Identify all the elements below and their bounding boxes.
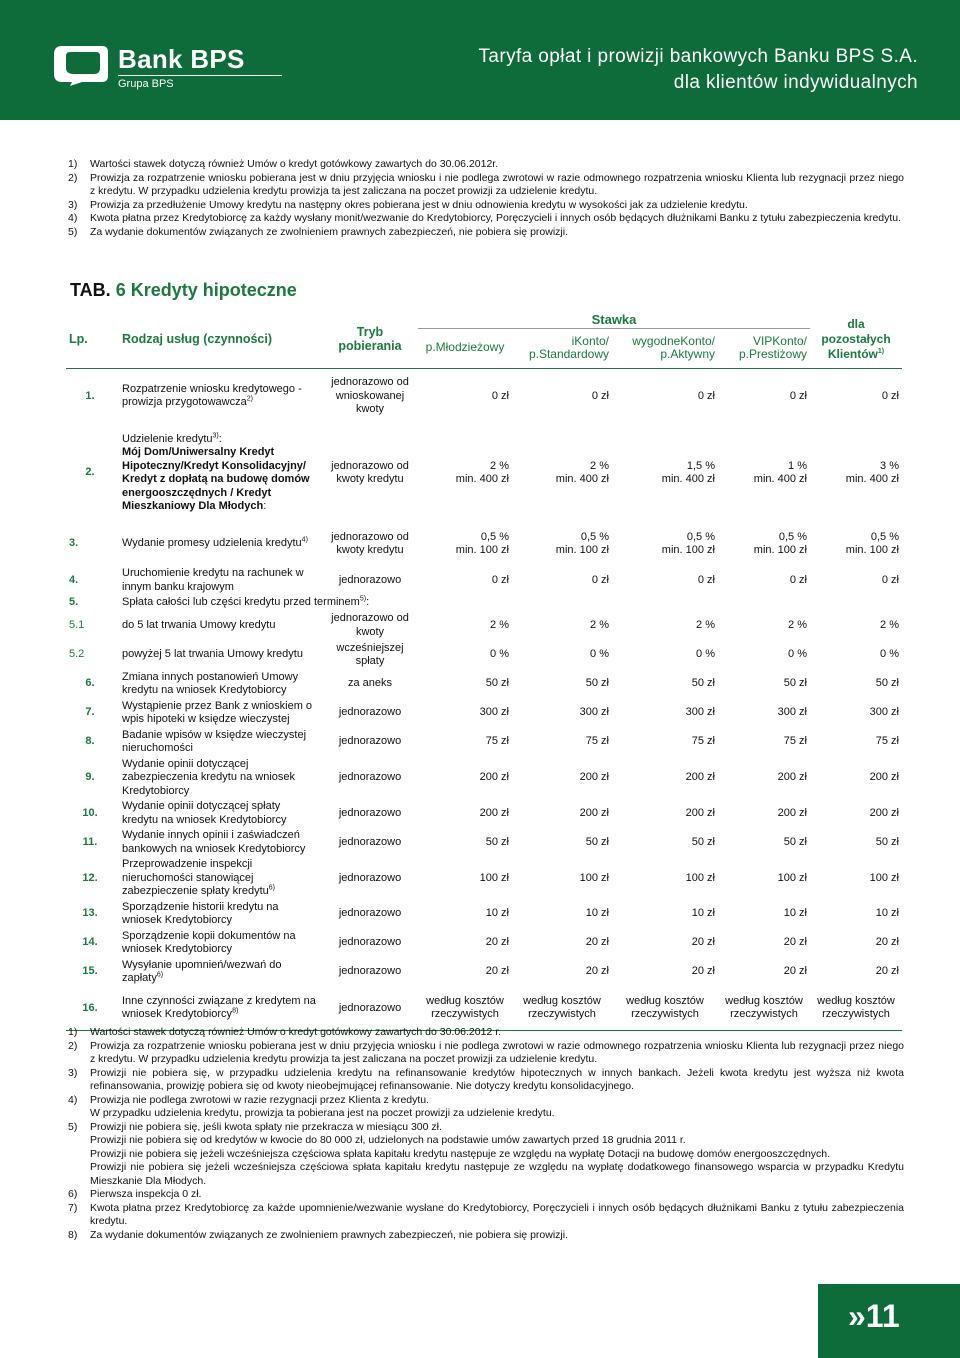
row-value: 200 zł [579, 771, 609, 783]
row-value [810, 522, 902, 566]
row-value: 20 zł [585, 936, 609, 949]
row-mode: jednorazowo od kwoty [331, 612, 409, 638]
row-value: 75 zł [875, 735, 899, 748]
row-value: 0 % [880, 648, 899, 661]
footnote-text [90, 1094, 904, 1121]
row-value: 20 zł [783, 936, 807, 949]
row-number: 13. [82, 907, 98, 920]
footnote [68, 1040, 904, 1067]
row-service [114, 987, 322, 1031]
row-value: 0 % [490, 648, 509, 661]
row-number: 11. [82, 835, 98, 848]
footnote-number: 1) [68, 1026, 78, 1038]
row-value: 0 zł [491, 389, 509, 402]
row-value-min: min. 100 zł [753, 544, 807, 556]
footnote-text: Za wydanie dokumentów związanych ze zwolnieniem prawnych zabezpieczeń, nie pobiera się prowizji. [90, 1228, 568, 1241]
row-service-sup: 2) [246, 395, 253, 403]
bank-group: Grupa BPS [118, 78, 174, 90]
table-row [66, 929, 902, 958]
header-other-clients-label: dla pozostałych Klientów [821, 317, 891, 362]
row-mode: jednorazowo [338, 573, 402, 586]
row-service-intro: Udzielenie kredytu [122, 432, 213, 445]
header-service: Rodzaj usług (czynności) [122, 332, 273, 346]
row-number: 5.2 [69, 648, 85, 661]
footnote [68, 158, 904, 172]
footnote [68, 1067, 904, 1094]
row-value: 50 zł [783, 835, 807, 848]
table-row [66, 799, 902, 828]
row-value-rate: 0,5 % [580, 530, 609, 543]
row-value: 100 zł [685, 871, 715, 884]
row-number: 5.1 [69, 618, 85, 631]
footnote-text: Kwota płatna przez Kredytobiorcę za każdy wysłany monit/wezwanie do Kredytobiorcy, Poręczycieli i innych osób będących dłużnikami Banku z tytułu zabezpieczenia kredytu. [90, 212, 902, 224]
row-number: 5. [69, 596, 79, 608]
footnote-number: 5) [68, 1120, 78, 1133]
row-value: 0 zł [881, 389, 899, 402]
row-value: 300 zł [579, 706, 609, 719]
row-service-colon: : [263, 500, 267, 512]
row-value: 10 zł [585, 907, 609, 920]
footnote-line: Prowizji nie pobiera się od kredytów w kwocie do 80 000 zł, udzielonych na podstawie umów zawartych przed 18 grudnia 2011 r. [90, 1134, 686, 1146]
row-service [114, 857, 322, 900]
row-service: Wystąpienie przez Bank z wnioskiem o wpis hipoteki w księdze wieczystej [122, 699, 313, 725]
row-value: według kosztów rzeczywistych [725, 994, 803, 1021]
row-value: 0 % [696, 648, 715, 661]
row-number: 15. [82, 965, 98, 978]
row-service: Zmiana innych postanowień Umowy kredytu na wniosek Kredytobiorcy [122, 670, 299, 696]
row-value: 20 zł [691, 965, 715, 978]
header-aktywny: wygodneKonto/ p.Aktywny [632, 333, 715, 361]
row-value: 0 % [788, 648, 807, 661]
row-value: 20 zł [691, 936, 715, 949]
row-value: 20 zł [783, 965, 807, 978]
footnote [68, 1026, 904, 1040]
table-header-row [66, 312, 902, 328]
row-number: 8. [85, 735, 95, 748]
row-value-min: min. 400 zł [555, 473, 609, 485]
row-number: 4. [69, 573, 79, 586]
row-value [418, 522, 512, 566]
document-title-line2: dla klientów indywidualnych [673, 72, 918, 93]
header-prestizowy: VIPKonto/ p.Prestiżowy [738, 333, 807, 361]
row-value-rate: 1 % [788, 459, 807, 472]
row-number: 6. [85, 677, 95, 690]
footnote-text: Wartości stawek dotyczą również Umów o kredyt gotówkowy zawartych do 30.06.2012 r. [90, 1026, 502, 1038]
table-row [66, 728, 902, 757]
row-value-min: min. 100 zł [661, 544, 715, 556]
row-value: 100 zł [869, 871, 899, 884]
row-value: 0 % [590, 648, 609, 661]
row-value: 2 % [590, 618, 609, 631]
row-value-min: min. 100 zł [455, 544, 509, 556]
row-mode: jednorazowo [338, 907, 402, 920]
row-value: 20 zł [875, 965, 899, 978]
row-value [718, 424, 810, 522]
row-value: 50 zł [691, 835, 715, 848]
row-number: 2. [85, 466, 95, 479]
row-value: 100 zł [579, 871, 609, 884]
row-number: 1. [85, 389, 95, 402]
row-mode: jednorazowo [338, 835, 402, 848]
row-mode: jednorazowo od wnioskowanej kwoty [331, 376, 409, 415]
row-value: 50 zł [585, 835, 609, 848]
footnote-text: Za wydanie dokumentów związanych ze zwolnieniem prawnych zabezpieczeń, nie pobiera się prowizji. [90, 225, 568, 238]
footnote-number: 1) [68, 158, 78, 170]
footnote-text: Wartości stawek dotyczą również Umów o kredyt gotówkowy zawartych do 30.06.2012r. [90, 158, 499, 170]
row-value: 300 zł [869, 706, 899, 719]
row-value: 200 zł [479, 771, 509, 783]
row-service-sup: 6) [156, 971, 164, 979]
row-value: 75 zł [783, 735, 807, 748]
row-value: 50 zł [783, 677, 807, 690]
row-service: Sporządzenie historii kredytu na wniosek Kredytobiorcy [122, 900, 279, 926]
row-value: 200 zł [777, 771, 807, 783]
table-row [66, 424, 902, 522]
table-row [66, 757, 902, 800]
row-value: 0 zł [697, 389, 715, 402]
footnote [68, 1202, 904, 1229]
bottom-footnotes [68, 1026, 904, 1242]
table-title [70, 280, 297, 301]
row-value [612, 424, 718, 522]
row-value-min: min. 400 zł [753, 473, 807, 485]
row-value: 2 % [788, 618, 807, 631]
row-value-min: min. 100 zł [845, 544, 899, 556]
table-row [66, 987, 902, 1031]
table-row [66, 595, 902, 611]
row-number: 12. [82, 871, 98, 884]
row-service: do 5 lat trwania Umowy kredytu [122, 618, 276, 631]
page-number-box [818, 1284, 960, 1358]
row-mode: jednorazowo od kwoty kredytu [331, 459, 409, 485]
row-value: 10 zł [691, 907, 715, 920]
footnote [68, 1229, 904, 1243]
row-value: 2 % [490, 618, 509, 631]
table-title-name: Kredyty hipoteczne [130, 280, 297, 300]
row-value: 10 zł [875, 907, 899, 920]
row-value-min: min. 400 zł [845, 473, 899, 485]
row-value [612, 522, 718, 566]
row-value [512, 424, 612, 522]
row-mode: jednorazowo [338, 1001, 402, 1014]
row-service [114, 595, 902, 611]
footnote [68, 1121, 904, 1189]
footnote-number: 4) [68, 212, 78, 224]
fee-table [66, 312, 902, 1031]
row-number: 14. [82, 936, 98, 949]
row-value: według kosztów rzeczywistych [626, 994, 704, 1021]
row-number: 3. [69, 537, 79, 550]
table-row [66, 857, 902, 900]
row-service-intro-sup: 3) [212, 431, 219, 439]
row-value: według kosztów rzeczywistych [426, 994, 504, 1021]
row-service: Sporządzenie kopii dokumentów na wniosek Kredytobiorcy [122, 929, 296, 955]
row-service: Wydanie opinii dotyczącej zabezpieczenia kredytu na wniosek Kredytobiorcy [122, 757, 296, 797]
row-value: 300 zł [777, 706, 807, 719]
row-mode: jednorazowo [338, 871, 402, 884]
footnote-text: Prowizja za rozpatrzenie wniosku pobierana jest w dniu przyjęcia wniosku i nie podlega zwrotowi w razie odmownego rozpatrzenia wniosku Klienta lub rezygnacji przez niego z kredytu. W przypadku udzielenia kredytu prowizja ta jest zaliczana na poczet prowizji za udzielenie kredytu. [90, 1039, 904, 1065]
footnote [68, 199, 904, 213]
table-row [66, 670, 902, 699]
row-value-rate: 0,5 % [870, 530, 899, 543]
row-value: 50 zł [585, 677, 609, 690]
table-row [66, 522, 902, 566]
document-title [478, 44, 918, 96]
row-service [114, 958, 322, 987]
row-value: 75 zł [485, 735, 509, 748]
row-number: 7. [85, 706, 95, 719]
footnote-number: 4) [68, 1093, 78, 1106]
row-value: 0 zł [697, 573, 715, 586]
row-service-sup: 6) [268, 884, 275, 892]
row-service-text: Wysyłanie upomnień/wezwań do zapłaty [122, 958, 282, 984]
row-service-sup: 5) [359, 595, 367, 603]
footnote-text: Prowizja za rozpatrzenie wniosku pobierana jest w dniu przyjęcia wniosku i nie podlega zwrotowi w razie odmownego rozpatrzenia wniosku Klienta lub rezygnacji przez niego z kredytu. W przypadku udzielenia kredytu prowizja ta jest zaliczana na poczet prowizji za udzielenie kredytu. [90, 171, 904, 197]
footnote-line: Prowizji nie pobiera się jeżeli wcześniejsza częściowa spłata kapitału kredytu następuje ze względu na wypłatę Dotacji na budowę domów energooszczędnych. [90, 1147, 831, 1160]
row-value: 200 zł [579, 806, 609, 819]
document-title-line1: Taryfa opłat i prowizji bankowych Banku BPS S.A. [478, 46, 918, 67]
header-other-clients [810, 312, 902, 368]
row-value: 50 zł [485, 835, 509, 848]
row-value: 20 zł [485, 965, 509, 978]
logo-divider [118, 75, 282, 76]
table-row [66, 368, 902, 424]
row-service-colon: : [366, 596, 370, 608]
page-number: »11 [848, 1298, 900, 1334]
row-value: 100 zł [777, 871, 807, 884]
row-service [114, 522, 322, 566]
row-mode: jednorazowo [338, 771, 402, 783]
footnote-number: 3) [68, 1066, 78, 1079]
row-mode: wcześniejszej spłaty [336, 641, 404, 667]
footnote-line: Prowizji nie pobiera się, jeśli kwota spłaty nie przekracza w miesiącu 300 zł. [90, 1120, 442, 1133]
top-footnotes [68, 158, 904, 239]
bank-logo-icon [52, 42, 110, 86]
row-value-rate: 2 % [490, 459, 509, 472]
row-value: 10 zł [783, 907, 807, 920]
footnote-line: W przypadku udzielenia kredytu, prowizja ta pobierana jest na poczet prowizji za udzielenie kredytu. [90, 1107, 555, 1119]
row-value: 0 zł [881, 573, 899, 586]
row-service-text: Inne czynności związane z kredytem na wniosek Kredytobiorcy [122, 994, 316, 1021]
footnote [68, 226, 904, 240]
row-value-rate: 0,5 % [480, 530, 509, 543]
row-value: 20 zł [485, 936, 509, 949]
row-value: 200 zł [869, 771, 899, 783]
row-service-text: Spłata całości lub części kredytu przed terminem [122, 596, 360, 608]
row-mode: jednorazowo [338, 936, 402, 949]
row-value: 75 zł [691, 735, 715, 748]
header-lp: Lp. [69, 332, 88, 346]
row-value: 0 zł [491, 573, 509, 586]
header-mode: Tryb pobierania [338, 325, 402, 353]
row-value: według kosztów rzeczywistych [817, 994, 895, 1021]
row-value: 200 zł [479, 806, 509, 819]
row-service [114, 368, 322, 424]
row-value: 50 zł [691, 677, 715, 690]
row-value: 0 zł [789, 573, 807, 586]
row-value: 50 zł [485, 677, 509, 690]
table-row [66, 566, 902, 595]
row-service-text: Wydanie promesy udzielenia kredytu [122, 537, 302, 550]
footnote-text: Prowizja za przedłużenie Umowy kredytu na następny okres pobierana jest w dniu odnowienia kredytu w wysokości jak za udzielenie kredytu. [90, 198, 748, 211]
footnote-text: Prowizji nie pobiera się, w przypadku udzielenia kredytu na refinansowanie kredytów hipotecznych w innych bankach. Jeżeli kwota kredytu jest wyższa niż kwota refinansowania, prowizję pobiera się od kwoty nieobejmującej refinansowanie. Nie dotyczy kredytu konsolidacyjnego. [90, 1066, 904, 1092]
footnote-number: 5) [68, 225, 78, 238]
footnote-number: 3) [68, 198, 78, 211]
row-value: 75 zł [585, 735, 609, 748]
header-banner [0, 0, 960, 120]
row-value: 200 zł [777, 806, 807, 819]
row-value: 0 zł [591, 573, 609, 586]
row-value: 0 zł [789, 389, 807, 402]
table-row [66, 900, 902, 929]
row-value-rate: 0,5 % [686, 530, 715, 543]
header-stawka: Stawka [418, 312, 810, 328]
row-value: 300 zł [685, 706, 715, 719]
table-row [66, 828, 902, 857]
footnote-line: Prowizji nie pobiera się jeżeli wcześniejsza częściowa spłata kapitału kredytu następuje ze względu na wypłatę dodatkowego finansowego wsparcia w przypadku Kredytu Mieszkanie Dla Młodych. [90, 1161, 904, 1187]
header-standardowy: iKonto/ p.Standardowy [528, 333, 609, 361]
row-value: 100 zł [479, 871, 509, 884]
row-number: 10. [82, 806, 98, 819]
row-value: 200 zł [869, 806, 899, 819]
footnote-text: Pierwsza inspekcja 0 zł. [90, 1188, 202, 1200]
footnote-number: 2) [68, 171, 78, 184]
row-service: Wydanie opinii dotyczącej spłaty kredytu na wniosek Kredytobiorcy [122, 800, 287, 826]
row-value: według kosztów rzeczywistych [523, 994, 601, 1021]
row-value [418, 424, 512, 522]
row-value [512, 522, 612, 566]
row-service-products: Mój Dom/Uniwersalny Kredyt Hipoteczny/Kredyt Konsolidacyjny/ Kredyt z dopłatą na budowę domów energooszczędnych / Kredyt Mieszkaniowy Dla Młodych [122, 446, 310, 512]
bank-name: Bank BPS [118, 44, 245, 74]
row-value [810, 424, 902, 522]
header-other-clients-sup: 1) [877, 348, 885, 356]
row-number: 9. [85, 771, 95, 783]
row-value: 2 % [696, 618, 715, 631]
row-service-sup: 8) [232, 1007, 239, 1015]
row-value: 0 zł [591, 389, 609, 402]
footnote-number: 7) [68, 1201, 78, 1214]
footnote-number: 6) [68, 1188, 78, 1200]
row-mode: jednorazowo [338, 706, 402, 719]
row-mode: jednorazowo [338, 806, 402, 819]
row-value: 20 zł [875, 936, 899, 949]
row-service [114, 424, 322, 522]
row-value: 50 zł [875, 677, 899, 690]
row-number: 16. [82, 1001, 98, 1014]
footnote-number: 2) [68, 1039, 78, 1052]
row-mode: za aneks [347, 677, 393, 690]
table-row [66, 699, 902, 728]
table-title-prefix: TAB. [70, 280, 111, 300]
row-value: 200 zł [685, 806, 715, 819]
row-service-sup: 4) [301, 536, 308, 544]
row-service: Badanie wpisów w księdze wieczystej nieruchomości [122, 728, 307, 754]
footnote-text: Kwota płatna przez Kredytobiorcę za każde upomnienie/wezwanie wysłane do Kredytobiorcy, Poręczycieli i innych osób będących dłużnikami Banku z tytułu zabezpieczenia kredytu. [90, 1201, 904, 1227]
row-value: 2 % [880, 618, 899, 631]
table-row [66, 958, 902, 987]
table-row [66, 611, 902, 641]
footnote-line: Prowizja nie podlega zwrotowi w razie rezygnacji przez Klienta z kredytu. [90, 1093, 430, 1106]
table-row [66, 641, 902, 670]
row-value: 10 zł [485, 907, 509, 920]
footnote [68, 1188, 904, 1202]
row-value-rate: 1,5 % [686, 459, 715, 472]
footnote-text [90, 1121, 904, 1189]
row-value-rate: 2 % [590, 459, 609, 472]
row-service-intro-colon: : [218, 432, 222, 445]
row-service: Wydanie innych opinii i zaświadczeń bankowych na wniosek Kredytobiorcy [122, 829, 306, 855]
footnote-number: 8) [68, 1228, 78, 1241]
row-value [718, 522, 810, 566]
table-title-number: 6 [115, 280, 126, 300]
row-value-rate: 0,5 % [778, 530, 807, 543]
row-value: 50 zł [875, 835, 899, 848]
header-mlodziezowy: p.Młodzieżowy [425, 340, 505, 355]
row-mode: jednorazowo [338, 735, 402, 748]
row-value-min: min. 400 zł [455, 473, 509, 485]
row-service: powyżej 5 lat trwania Umowy kredytu [122, 648, 303, 661]
footnote [68, 212, 904, 226]
row-mode: jednorazowo [338, 965, 402, 978]
row-service-text: Rozpatrzenie wniosku kredytowego - prowizja przygotowawcza [122, 382, 302, 409]
row-value-min: min. 100 zł [555, 544, 609, 556]
footnote [68, 172, 904, 199]
row-service-text: Przeprowadzenie inspekcji nieruchomości stanowiącej zabezpieczenie spłaty kredytu [122, 858, 269, 897]
footnote [68, 1094, 904, 1121]
row-value: 200 zł [685, 771, 715, 783]
row-value-min: min. 400 zł [661, 473, 715, 485]
row-value: 300 zł [479, 706, 509, 719]
row-value-rate: 3 % [880, 459, 899, 472]
row-value: 20 zł [585, 965, 609, 978]
bank-logo [52, 42, 245, 90]
row-mode: jednorazowo od kwoty kredytu [331, 530, 409, 556]
row-service: Uruchomienie kredytu na rachunek w innym banku krajowym [122, 567, 304, 593]
